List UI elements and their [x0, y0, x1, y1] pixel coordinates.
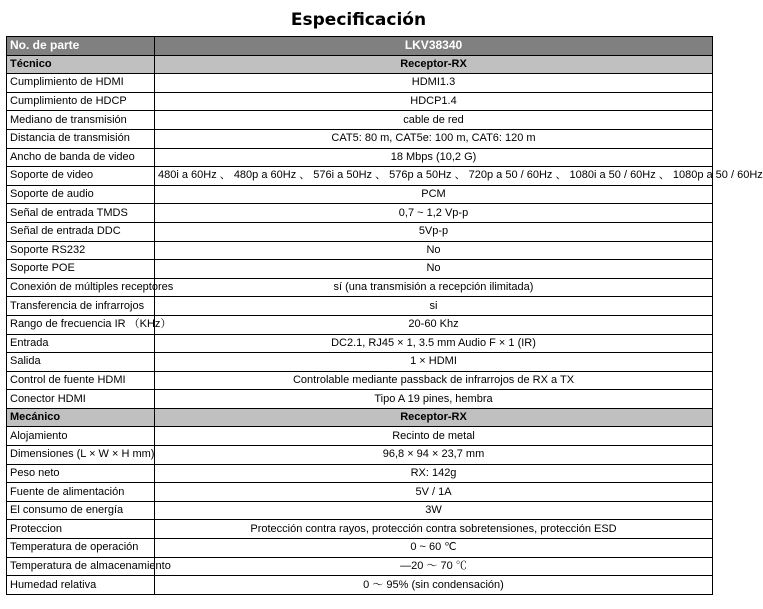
table-row	[7, 241, 713, 260]
spec-label: Cumplimiento de HDCP	[7, 92, 155, 111]
spec-value: cable de red	[155, 111, 713, 130]
spec-label: Alojamiento	[7, 427, 155, 446]
part-number-value: LKV38340	[155, 37, 713, 56]
spec-label: Humedad relativa	[7, 576, 155, 595]
table-row	[7, 539, 713, 558]
spec-label: Conector HDMI	[7, 390, 155, 409]
spec-value: HDCP1.4	[155, 92, 713, 111]
table-row	[7, 92, 713, 111]
spec-value: 5V / 1A	[155, 483, 713, 502]
table-row	[7, 129, 713, 148]
spec-label: Soporte RS232	[7, 241, 155, 260]
spec-label: Control de fuente HDMI	[7, 371, 155, 390]
technical-section-label: Técnico	[7, 55, 155, 74]
spec-label: Soporte de audio	[7, 185, 155, 204]
table-row	[7, 390, 713, 409]
spec-label: Señal de entrada TMDS	[7, 204, 155, 223]
table-row	[7, 74, 713, 93]
table-row	[7, 446, 713, 465]
spec-value: No	[155, 241, 713, 260]
mechanical-section-value: Receptor-RX	[155, 408, 713, 427]
spec-value: 0,7 ~ 1,2 Vp-p	[155, 204, 713, 223]
mechanical-section-header	[7, 408, 713, 427]
spec-value: 20-60 Khz	[155, 315, 713, 334]
table-row	[7, 148, 713, 167]
mechanical-section-label: Mecánico	[7, 408, 155, 427]
spec-value: Recinto de metal	[155, 427, 713, 446]
spec-label: Transferencia de infrarrojos	[7, 297, 155, 316]
spec-table	[6, 36, 763, 595]
spec-value: Controlable mediante passback de infrarrojos de RX a TX	[155, 371, 713, 390]
spec-label: Proteccion	[7, 520, 155, 539]
part-number-label: No. de parte	[7, 37, 155, 56]
spec-value: DC2.1, RJ45 × 1, 3.5 mm Audio F × 1 (IR)	[155, 334, 713, 353]
spec-label: Ancho de banda de video	[7, 148, 155, 167]
table-row	[7, 297, 713, 316]
part-number-row	[7, 37, 713, 56]
spec-value: 3W	[155, 501, 713, 520]
table-row	[7, 167, 713, 186]
table-row	[7, 427, 713, 446]
spec-value: PCM	[155, 185, 713, 204]
spec-value: HDMI1.3	[155, 74, 713, 93]
spec-value: 18 Mbps (10,2 G)	[155, 148, 713, 167]
table-row	[7, 483, 713, 502]
spec-value: 0 ～ 95% (sin condensación)	[155, 576, 713, 595]
table-row	[7, 204, 713, 223]
table-row	[7, 315, 713, 334]
spec-label: Mediano de transmisión	[7, 111, 155, 130]
table-row	[7, 501, 713, 520]
spec-value: 0 ~ 60 ℃	[155, 539, 713, 558]
spec-label: Rango de frecuencia IR （KHz）	[7, 315, 155, 334]
spec-value: 1 × HDMI	[155, 353, 713, 372]
table-row	[7, 371, 713, 390]
spec-label: Peso neto	[7, 464, 155, 483]
technical-section-header	[7, 55, 713, 74]
technical-section-value: Receptor-RX	[155, 55, 713, 74]
table-row	[7, 278, 713, 297]
spec-value: 96,8 × 94 × 23,7 mm	[155, 446, 713, 465]
spec-label: Cumplimiento de HDMI	[7, 74, 155, 93]
page-title: Especificación	[290, 10, 427, 30]
spec-label: Dimensiones (L × W × H mm)	[7, 446, 155, 465]
table-row	[7, 520, 713, 539]
spec-value: Tipo A 19 pines, hembra	[155, 390, 713, 409]
spec-label: Soporte de video	[7, 167, 155, 186]
spec-label: Soporte POE	[7, 260, 155, 279]
spec-label: Distancia de transmisión	[7, 129, 155, 148]
table-row	[7, 557, 713, 576]
table-row	[7, 334, 713, 353]
spec-label: Temperatura de almacenamiento	[7, 557, 155, 576]
spec-value: 480i a 60Hz 、 480p a 60Hz 、 576i a 50Hz 、 576p a 50Hz 、 720p a 50 / 60Hz 、 1080i a 50 / 60Hz 、 1080p a 50 / 60Hz	[155, 167, 713, 186]
table-row	[7, 353, 713, 372]
spec-label: Salida	[7, 353, 155, 372]
spec-value: RX: 142g	[155, 464, 713, 483]
spec-value: No	[155, 260, 713, 279]
spec-value: 5Vp-p	[155, 222, 713, 241]
spec-label: Conexión de múltiples receptores	[7, 278, 155, 297]
table-row	[7, 576, 713, 595]
spec-label: Señal de entrada DDC	[7, 222, 155, 241]
table-row	[7, 222, 713, 241]
spec-value: Protección contra rayos, protección contra sobretensiones, protección ESD	[155, 520, 713, 539]
table-row	[7, 260, 713, 279]
spec-value: CAT5: 80 m, CAT5e: 100 m, CAT6: 120 m	[155, 129, 713, 148]
spec-label: El consumo de energía	[7, 501, 155, 520]
table-row	[7, 111, 713, 130]
table-row	[7, 464, 713, 483]
table-row	[7, 185, 713, 204]
spec-value: —20 ～ 70 ℃	[155, 557, 713, 576]
spec-value: si	[155, 297, 713, 316]
spec-label: Temperatura de operación	[7, 539, 155, 558]
spec-value: sí (una transmisión a recepción ilimitada)	[155, 278, 713, 297]
spec-label: Fuente de alimentación	[7, 483, 155, 502]
spec-label: Entrada	[7, 334, 155, 353]
